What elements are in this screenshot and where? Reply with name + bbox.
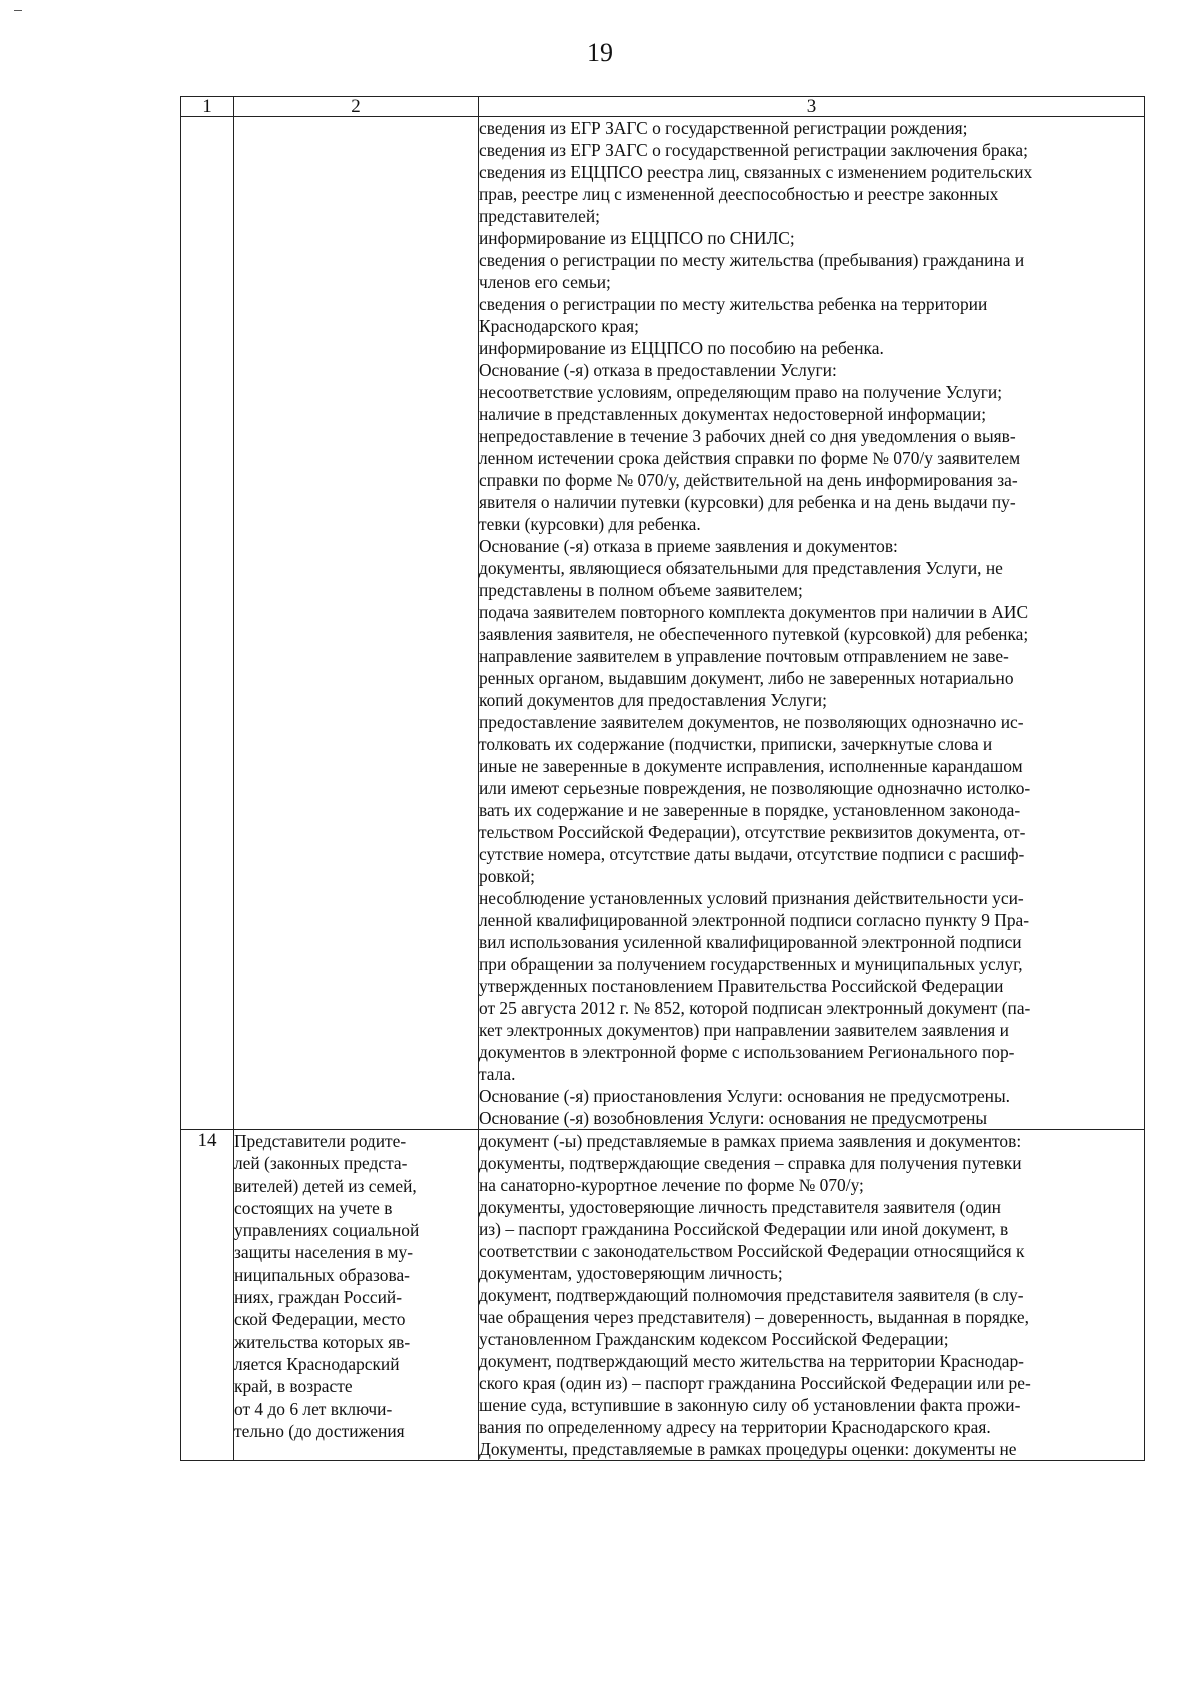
text-line: Краснодарского края;	[479, 316, 639, 336]
row-continued-col-2	[234, 117, 479, 1130]
text-line: вителей) детей из семей,	[234, 1175, 417, 1196]
header-col-1: 1	[181, 97, 234, 117]
text-line: Основание (-я) возобновления Услуги: основания не предусмотрены	[479, 1108, 988, 1128]
table-row-continued	[181, 117, 1145, 1130]
header-col-3: 3	[479, 97, 1145, 117]
text-line: утвержденных постановлением Правительства Российской Федерации	[479, 976, 1004, 996]
row-continued-col-3	[479, 117, 1145, 1130]
text-line: установленном Гражданским кодексом Российской Федерации;	[479, 1329, 949, 1349]
text-line: справки по форме № 070/у, действительной на день информирования за-	[479, 470, 1018, 490]
text-line: на санаторно-курортное лечение по форме № 070/у;	[479, 1175, 864, 1195]
text-line: Основание (-я) отказа в предоставлении Услуги:	[479, 360, 837, 380]
text-line: чае обращения через представителя) – доверенность, выданная в порядке,	[479, 1307, 1029, 1327]
text-line: документы, подтверждающие сведения – справка для получения путевки	[479, 1153, 1022, 1173]
text-line: сведения о регистрации по месту жительства ребенка на территории	[479, 294, 988, 314]
text-line: документов в электронной форме с использованием Регионального пор-	[479, 1042, 1015, 1062]
table-row-14	[181, 1130, 1145, 1461]
text-line: ровкой;	[479, 866, 536, 886]
text-line: ниях, граждан Россий-	[234, 1287, 402, 1308]
text-line: лей (законных предста-	[234, 1153, 408, 1174]
text-line: ренных органом, выдавшим документ, либо не заверенных нотариально	[479, 668, 1014, 688]
text-line: Основание (-я) отказа в приеме заявления и документов:	[479, 536, 898, 556]
text-line: документам, удостоверяющим личность;	[479, 1263, 783, 1283]
row-14-col-2-lines	[234, 1130, 478, 1442]
text-line: жительства которых яв-	[234, 1331, 411, 1352]
text-line: защиты населения в му-	[234, 1242, 414, 1263]
document-table	[180, 96, 1145, 1461]
row-14-number: 14	[181, 1130, 234, 1461]
text-line: членов его семьи;	[479, 272, 611, 292]
text-line: документы, являющиеся обязательными для представления Услуги, не	[479, 558, 1003, 578]
text-line: тевки (курсовки) для ребенка.	[479, 514, 701, 534]
text-line: представлены в полном объеме заявителем;	[479, 580, 803, 600]
page-number: 19	[587, 38, 613, 67]
text-line: несоответствие условиям, определяющим право на получение Услуги;	[479, 382, 1003, 402]
text-line: шение суда, вступившие в законную силу об установлении факта прожи-	[479, 1395, 1021, 1415]
text-line: управлениях социальной	[234, 1220, 420, 1241]
text-line: предоставление заявителем документов, не позволяющих однозначно ис-	[479, 712, 1024, 732]
text-line: ской Федерации, место	[234, 1309, 406, 1330]
text-line: Представители родите-	[234, 1131, 407, 1151]
text-line: вания по определенному адресу на территории Краснодарского края.	[479, 1417, 991, 1437]
text-line: сведения из ЕЦЦПСО реестра лиц, связанных с изменением родительских	[479, 162, 1033, 182]
text-line: тельно (до достижения	[234, 1420, 405, 1441]
text-line: несоблюдение установленных условий признания действительности уси-	[479, 888, 1024, 908]
text-line: сутствие номера, отсутствие даты выдачи, отсутствие подписи с расшиф-	[479, 844, 1025, 864]
row-14-col-3-lines	[479, 1130, 1144, 1460]
text-line: ниципальных образова-	[234, 1264, 410, 1285]
text-line: документ, подтверждающий полномочия представителя заявителя (в слу-	[479, 1285, 1024, 1305]
text-line: ского края (один из) – паспорт гражданина Российской Федерации или ре-	[479, 1373, 1031, 1393]
text-line: документ (-ы) представляемые в рамках приема заявления и документов:	[479, 1131, 1022, 1151]
text-line: наличие в представленных документах недостоверной информации;	[479, 404, 987, 424]
row-continued-col-3-lines	[479, 117, 1144, 1129]
header-col-2: 2	[234, 97, 479, 117]
row-continued-col-1	[181, 117, 234, 1130]
text-line: ленной квалифицированной электронной подписи согласно пункту 9 Пра-	[479, 910, 1030, 930]
text-line: явителя о наличии путевки (курсовки) для ребенка и на день выдачи пу-	[479, 492, 1016, 512]
text-line: сведения из ЕГР ЗАГС о государственной регистрации заключения брака;	[479, 140, 1028, 160]
text-line: непредоставление в течение 3 рабочих дней со дня уведомления о выяв-	[479, 426, 1016, 446]
text-line: документы, удостоверяющие личность представителя заявителя (один	[479, 1197, 1001, 1217]
text-line: заявления заявителя, не обеспеченного путевкой (курсовкой) для ребенка;	[479, 624, 1029, 644]
margin-mark	[14, 10, 22, 11]
text-line: тала.	[479, 1064, 516, 1084]
table-header-row	[181, 97, 1145, 117]
text-line: Основание (-я) приостановления Услуги: основания не предусмотрены.	[479, 1086, 1011, 1106]
text-line: копий документов для предоставления Услуги;	[479, 690, 827, 710]
text-line: толковать их содержание (подчистки, приписки, зачеркнутые слова и	[479, 734, 993, 754]
text-line: вать их содержание и не заверенные в порядке, установленном законода-	[479, 800, 1021, 820]
text-line: от 25 августа 2012 г. № 852, которой подписан электронный документ (па-	[479, 998, 1031, 1018]
text-line: вил использования усиленной квалифицированной электронной подписи	[479, 932, 1022, 952]
text-line: иные не заверенные в документе исправления, исполненные карандашом	[479, 756, 1023, 776]
text-line: из) – паспорт гражданина Российской Федерации или иной документ, в	[479, 1219, 1009, 1239]
text-line: сведения о регистрации по месту жительства (пребывания) гражданина и	[479, 250, 1025, 270]
text-line: документ, подтверждающий место жительства на территории Краснодар-	[479, 1351, 1024, 1371]
row-14-col-2	[234, 1130, 479, 1461]
text-line: ляется Краснодарский	[234, 1353, 400, 1374]
text-line: Документы, представляемые в рамках процедуры оценки: документы не	[479, 1439, 1017, 1459]
text-line: кет электронных документов) при направлении заявителем заявления и	[479, 1020, 1009, 1040]
text-line: информирование из ЕЦЦПСО по СНИЛС;	[479, 228, 795, 248]
text-line: соответствии с законодательством Российской Федерации относящийся к	[479, 1241, 1025, 1261]
row-14-col-3	[479, 1130, 1145, 1461]
text-line: край, в возрасте	[234, 1376, 353, 1397]
text-line: информирование из ЕЦЦПСО по пособию на ребенка.	[479, 338, 884, 358]
text-line: ленном истечении срока действия справки по форме № 070/у заявителем	[479, 448, 1021, 468]
text-line: тельством Российской Федерации), отсутствие реквизитов документа, от-	[479, 822, 1026, 842]
text-line: или имеют серьезные повреждения, не позволяющие однозначно истолко-	[479, 778, 1031, 798]
text-line: представителей;	[479, 206, 600, 226]
text-line: при обращении за получением государственных и муниципальных услуг,	[479, 954, 1023, 974]
text-line: подача заявителем повторного комплекта документов при наличии в АИС	[479, 602, 1029, 622]
text-line: от 4 до 6 лет включи-	[234, 1398, 393, 1419]
text-line: направление заявителем в управление почтовым отправлением не заве-	[479, 646, 1009, 666]
text-line: состоящих на учете в	[234, 1197, 393, 1218]
text-line: прав, реестре лиц с измененной дееспособностью и реестре законных	[479, 184, 999, 204]
text-line: сведения из ЕГР ЗАГС о государственной регистрации рождения;	[479, 118, 968, 138]
